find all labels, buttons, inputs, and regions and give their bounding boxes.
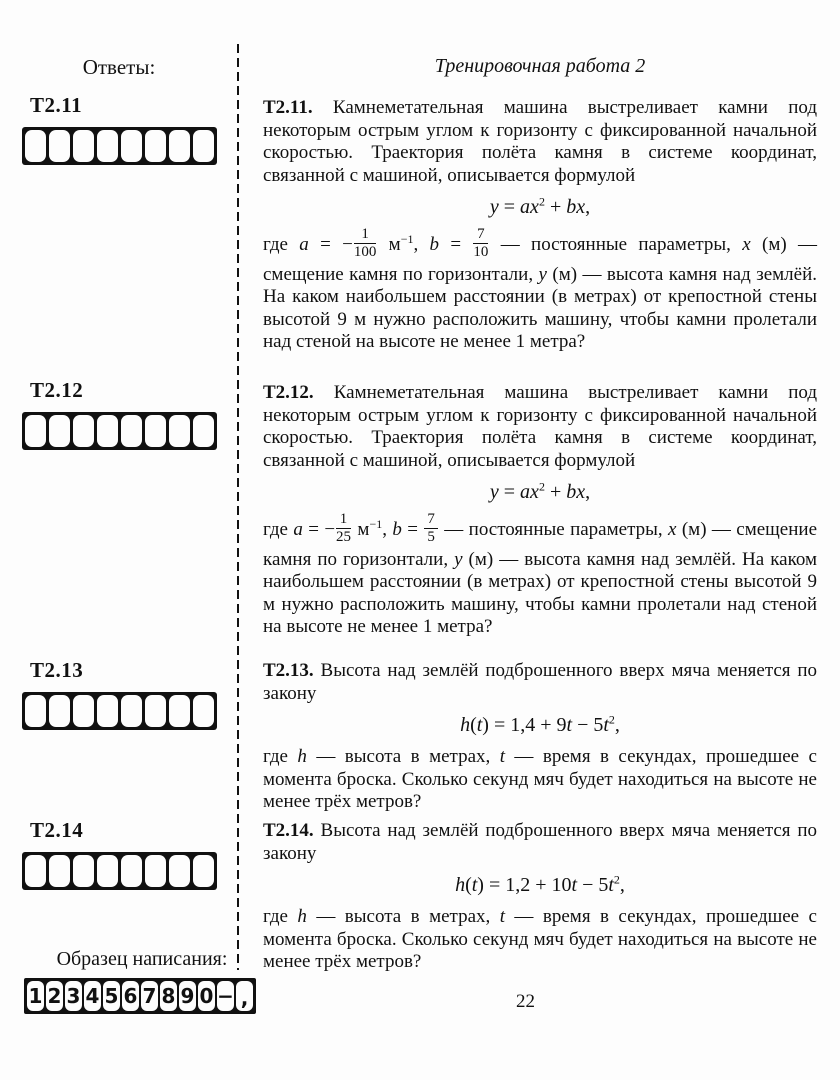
- answer-cell: [121, 855, 142, 887]
- problems-column: [263, 0, 817, 1080]
- text-run: — постоянные параметры,: [489, 234, 743, 256]
- math-var: t: [476, 714, 483, 736]
- math-op: ) = 1,2 + 10: [477, 874, 572, 896]
- answer-label: Т2.12: [30, 378, 84, 402]
- fraction-numerator: 1: [336, 511, 351, 529]
- problem-t2-13: [263, 660, 817, 814]
- math-punct: ,: [614, 714, 620, 736]
- math-var: y: [454, 548, 463, 570]
- problem-number: Т2.12.: [263, 382, 314, 403]
- math-op: =: [439, 234, 473, 256]
- fraction: [353, 226, 378, 262]
- math-var: y: [489, 481, 499, 503]
- sample-char-cell: 8: [160, 981, 177, 1011]
- text-run: — высота в метрах,: [306, 906, 500, 927]
- math-op: =: [401, 519, 424, 541]
- answer-strip: [22, 412, 217, 450]
- sample-writing-strip: [24, 978, 256, 1014]
- math-op: =: [498, 481, 521, 503]
- page-number: 22: [516, 991, 535, 1012]
- sample-char-cell: 2: [46, 981, 63, 1011]
- problem-number: Т2.11.: [263, 97, 313, 118]
- fraction: [423, 511, 439, 547]
- math-op: ) = 1,4 + 9: [482, 714, 567, 736]
- answer-cell: [25, 695, 46, 727]
- math-var: t: [499, 746, 505, 767]
- math-var: t: [608, 874, 614, 896]
- text-run: (м) — смещение камня по горизонтали,: [263, 519, 818, 570]
- text-run: (м) — высота камня над землёй. На каком наибольшем расстоянии (в метрах) от крепостной стены высотой 9 м нужно расположить машину, чтобы камни пролетали над стеной на высоте не менее 1 метра?: [263, 548, 817, 637]
- text-run: — время в секундах, прошедшее с момента броска. Сколько секунд мяч будет находиться на высоте не менее трёх метров?: [263, 906, 817, 972]
- problem-intro: Камнеметательная машина выстреливает камни под некоторым острым углом к горизонту с фиксированной начальной скоростью. Траектория полёта камня в системе координат, связанной с машиной, описывается формулой: [263, 97, 817, 186]
- math-var: h: [297, 746, 307, 767]
- answer-cell: [121, 415, 142, 447]
- text-run: где: [263, 906, 298, 927]
- problem-number: Т2.14.: [263, 820, 314, 841]
- math-var: t: [499, 906, 505, 927]
- math-var: a: [293, 519, 303, 541]
- worksheet-title: Тренировочная работа 2: [434, 55, 646, 77]
- answer-cell: [73, 415, 94, 447]
- math-var: b: [429, 234, 440, 256]
- math-op: − 5: [577, 874, 609, 896]
- text-run: ,: [413, 234, 430, 256]
- answer-cell: [25, 130, 46, 162]
- problem-statement: [263, 660, 817, 705]
- answer-cell: [193, 855, 214, 887]
- sample-char-cell: 1: [27, 981, 44, 1011]
- formula-line: [263, 481, 817, 504]
- problem-conditions: [263, 228, 817, 354]
- math-var: t: [603, 714, 609, 736]
- sample-char-cell: 3: [65, 981, 82, 1011]
- problem-t2-14: [263, 820, 817, 974]
- answer-cell: [121, 130, 142, 162]
- text-run: где: [263, 234, 300, 256]
- math-punct: (: [465, 874, 472, 896]
- problem-t2-12: [263, 382, 817, 639]
- problem-intro: Высота над землёй подброшенного вверх мяча меняется по закону: [263, 820, 818, 864]
- text-run: (м) — смещение камня по горизонтали,: [263, 234, 818, 285]
- superscript: 2: [538, 479, 545, 494]
- fraction-numerator: 1: [354, 226, 377, 244]
- sample-char-cell: 9: [179, 981, 196, 1011]
- math-op: +: [544, 481, 567, 503]
- fraction-numerator: 7: [424, 511, 438, 529]
- fraction-denominator: 25: [336, 529, 352, 546]
- fraction-denominator: 5: [427, 529, 435, 546]
- answer-cell: [169, 130, 190, 162]
- text-run: где: [263, 746, 298, 767]
- answer-block-t2-12: [30, 378, 217, 452]
- answer-cell: [97, 415, 118, 447]
- math-var: t: [566, 714, 573, 736]
- answer-cell: [121, 695, 142, 727]
- problem-conditions: [263, 513, 817, 639]
- problem-statement: [263, 97, 817, 187]
- formula-line: [263, 874, 817, 897]
- sample-writing-label: Образец написания:: [56, 948, 228, 970]
- math-punct: (: [470, 714, 477, 736]
- superscript: 2: [538, 194, 545, 209]
- answer-cell: [73, 695, 94, 727]
- answer-cell: [169, 695, 190, 727]
- sample-char-cell: 6: [122, 981, 139, 1011]
- answer-label: Т2.13: [30, 658, 84, 682]
- sample-char-cell: ,: [236, 981, 253, 1011]
- answer-strip: [22, 852, 217, 890]
- fraction: [335, 511, 352, 547]
- answer-strip: [22, 692, 217, 730]
- sample-char-cell: 5: [103, 981, 120, 1011]
- answer-cell: [145, 855, 166, 887]
- sample-char-cell: 4: [84, 981, 101, 1011]
- math-var: y: [489, 196, 499, 218]
- math-op: +: [544, 196, 567, 218]
- text-run: — постоянные параметры,: [438, 519, 669, 541]
- problem-conditions: [263, 906, 817, 974]
- superscript: 2: [608, 712, 615, 727]
- math-var: h: [297, 906, 307, 927]
- math-var: x: [668, 519, 677, 541]
- answer-label: Т2.14: [30, 818, 84, 842]
- math-var: y: [538, 263, 547, 285]
- text-run: где: [263, 519, 294, 541]
- fraction-denominator: 10: [473, 244, 489, 261]
- math-op: = −: [308, 234, 353, 256]
- answer-cell: [145, 130, 166, 162]
- answer-block-t2-14: [30, 818, 217, 892]
- answer-cell: [49, 130, 70, 162]
- unit-label: м: [377, 234, 401, 256]
- column-divider: [237, 44, 239, 970]
- math-punct: ,: [619, 874, 625, 896]
- math-punct: ,: [585, 481, 591, 503]
- superscript: −1: [400, 231, 414, 246]
- math-op: = −: [302, 519, 336, 541]
- math-var: ax: [520, 481, 539, 503]
- formula-line: [263, 196, 817, 219]
- sample-char-cell: 7: [141, 981, 158, 1011]
- answer-cell: [169, 415, 190, 447]
- unit-label: м: [352, 519, 370, 541]
- answer-cell: [49, 855, 70, 887]
- math-var: bx: [566, 196, 586, 218]
- superscript: −1: [369, 516, 383, 531]
- fraction-numerator: 7: [473, 226, 488, 244]
- math-var: b: [392, 519, 402, 541]
- math-var: h: [460, 714, 471, 736]
- answers-column-header: Ответы:: [82, 55, 156, 79]
- math-var: h: [455, 874, 466, 896]
- fraction-denominator: 100: [353, 244, 377, 261]
- math-var: t: [571, 874, 578, 896]
- answer-cell: [97, 130, 118, 162]
- math-punct: ,: [585, 196, 591, 218]
- sample-char-cell: 0: [198, 981, 215, 1011]
- answer-label: Т2.11: [30, 93, 83, 117]
- answer-cell: [145, 415, 166, 447]
- math-op: − 5: [572, 714, 604, 736]
- superscript: 2: [613, 872, 620, 887]
- math-var: t: [471, 874, 478, 896]
- answer-cell: [193, 415, 214, 447]
- answer-cell: [193, 695, 214, 727]
- answer-cell: [73, 130, 94, 162]
- answer-block-t2-13: [30, 658, 217, 732]
- answer-cell: [49, 415, 70, 447]
- problem-statement: [263, 820, 817, 865]
- answer-cell: [193, 130, 214, 162]
- text-run: ,: [382, 519, 393, 541]
- math-var: a: [299, 234, 309, 256]
- text-run: — время в секундах, прошедшее с момента броска. Сколько секунд мяч будет находиться на высоте не менее трёх метров?: [263, 746, 817, 812]
- answer-cell: [145, 695, 166, 727]
- problem-t2-11: [263, 97, 817, 354]
- answer-cell: [25, 855, 46, 887]
- problem-statement: [263, 382, 817, 472]
- math-op: =: [498, 196, 521, 218]
- fraction: [472, 226, 489, 262]
- formula-line: [263, 714, 817, 737]
- text-run: — высота в метрах,: [306, 746, 500, 767]
- answer-cell: [169, 855, 190, 887]
- problem-number: Т2.13.: [263, 660, 314, 681]
- answer-cell: [49, 695, 70, 727]
- problem-intro: Камнеметательная машина выстреливает камни под некоторым острым углом к горизонту с фиксированной начальной скоростью. Траектория полёта камня в системе координат, связанной с машиной, описывается формулой: [263, 382, 817, 471]
- math-var: bx: [566, 481, 586, 503]
- answer-cell: [25, 415, 46, 447]
- text-run: (м) — высота камня над землёй. На каком наибольшем расстоянии (в метрах) от крепостной стены высотой 9 м нужно расположить машину, чтобы камни пролетали над стеной на высоте не менее 1 метра?: [263, 263, 817, 352]
- answer-cell: [97, 695, 118, 727]
- problem-conditions: [263, 746, 817, 814]
- answer-block-t2-11: [30, 93, 217, 167]
- math-var: x: [742, 234, 751, 256]
- problem-intro: Высота над землёй подброшенного вверх мяча меняется по закону: [263, 660, 818, 704]
- answer-strip: [22, 127, 217, 165]
- answer-cell: [73, 855, 94, 887]
- sample-char-cell: −: [217, 981, 234, 1011]
- math-var: ax: [520, 196, 539, 218]
- answer-cell: [97, 855, 118, 887]
